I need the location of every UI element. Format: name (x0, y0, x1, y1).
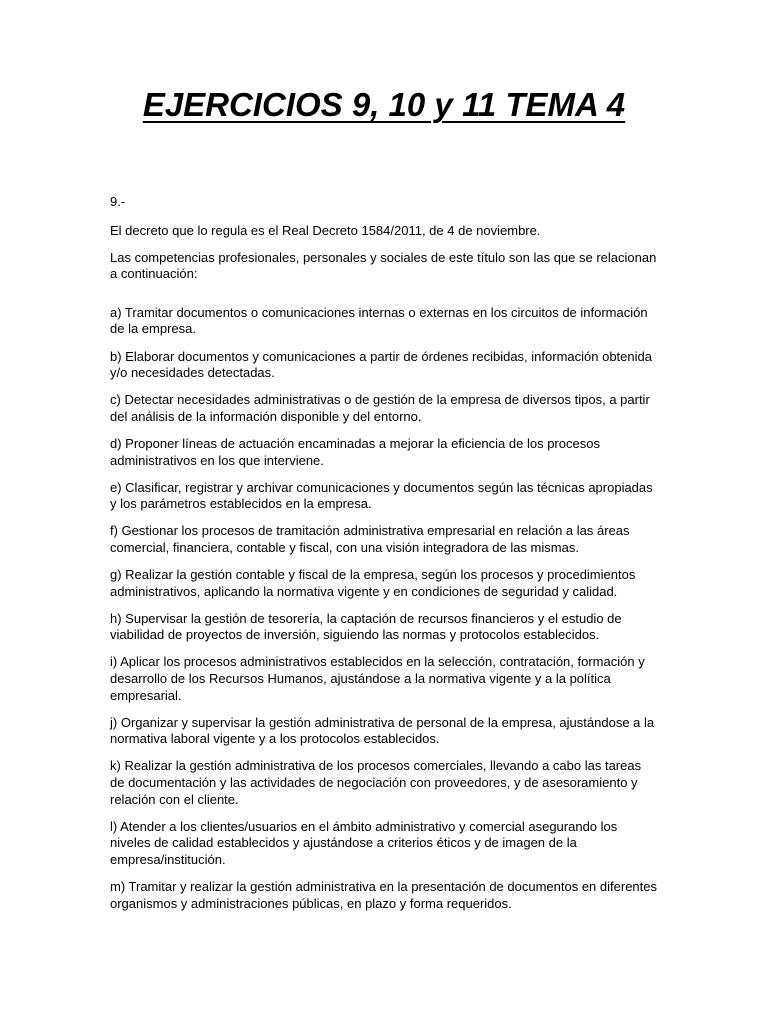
competency-item: l) Atender a los clientes/usuarios en el ámbito administrativo y comercial asegurando los niveles de calidad establecidos y ajustándose a criterios éticos y de imagen de la empresa/institución. (110, 818, 618, 867)
competency-item: k) Realizar la gestión administrativa de los procesos comerciales, llevando a cabo las tareas de documentación y las actividades de negociación con proveedores, y de asesoramiento y relación con el cliente. (110, 758, 642, 807)
section-number: 9.- (110, 194, 126, 209)
intro-paragraph: Las competencias profesionales, personales y sociales de este título son las que se relacionan a continuación: (110, 249, 657, 282)
competency-item: i) Aplicar los procesos administrativos establecidos en la selección, contratación, formación y desarrollo de los Recursos Humanos, ajustándose a la normativa vigente y a la política empresarial. (110, 654, 645, 703)
document-body (110, 194, 658, 923)
competency-item: c) Detectar necesidades administrativas o de gestión de la empresa de diversos tipos, a partir del análisis de la información disponible y del entorno. (110, 392, 650, 424)
competency-item: d) Proponer líneas de actuación encaminadas a mejorar la eficiencia de los procesos administrativos en los que interviene. (110, 435, 600, 468)
decree-paragraph: El decreto que lo regula es el Real Decreto 1584/2011, de 4 de noviembre. (110, 222, 541, 238)
competency-item: e) Clasificar, registrar y archivar comunicaciones y documentos según las técnicas apropiadas y los parámetros establecidos en la empresa. (110, 479, 653, 512)
competency-item: j) Organizar y supervisar la gestión administrativa de personal de la empresa, ajustándose a la normativa laboral vigente y a los protocolos establecidos. (110, 714, 655, 747)
competency-item: h) Supervisar la gestión de tesorería, la captación de recursos financieros y el estudio de viabilidad de proyectos de inversión, siguiendo las normas y protocolos establecidos. (110, 610, 622, 643)
competency-item: b) Elaborar documentos y comunicaciones a partir de órdenes recibidas, información obtenida y/o necesidades detectadas. (110, 348, 652, 381)
competency-item: f) Gestionar los procesos de tramitación administrativa empresarial en relación a las áreas comercial, financiera, contable y fiscal, con una visión integradora de las mismas. (110, 523, 630, 555)
competency-item: a) Tramitar documentos o comunicaciones internas o externas en los circuitos de información de la empresa. (110, 304, 648, 337)
competency-item: g) Realizar la gestión contable y fiscal de la empresa, según los procesos y procedimientos administrativos, aplicando la normativa vigente y en condiciones de seguridad y calidad. (110, 567, 636, 599)
competency-item: m) Tramitar y realizar la gestión administrativa en la presentación de documentos en diferentes organismos y administraciones públicas, en plazo y forma requeridos. (110, 878, 657, 911)
document-title: EJERCICIOS 9, 10 y 11 TEMA 4 (142, 86, 626, 123)
